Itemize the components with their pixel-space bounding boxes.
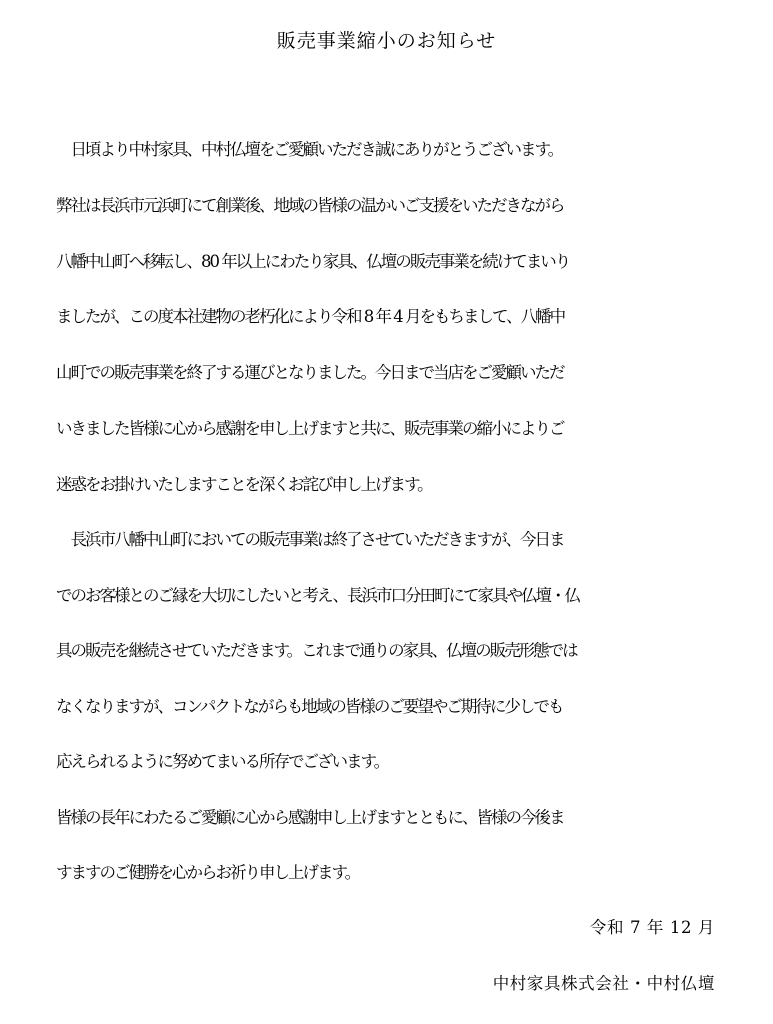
body-line: 応えられるように努めてまいる所存でございます。	[56, 752, 389, 771]
body-line: 迷惑をお掛けいたしますことを深くお詫び申し上げます。	[56, 475, 432, 494]
body-line: 山町での販売事業を終了する運びとなりました。今日まで当店をご愛顧いただ	[56, 363, 564, 382]
body-line: いきました皆様に心から感謝を申し上げますと共に、販売事業の縮小によりご	[56, 419, 564, 438]
body-line: 弊社は長浜市元浜町にて創業後、地域の皆様の温かいご支援をいただきながら	[56, 196, 564, 215]
body-line: 具の販売を継続させていただきます。これまで通りの家具、仏壇の販売形態では	[56, 641, 577, 660]
body-line: 長浜市八幡中山町においての販売事業は終了させていただきますが、今日ま	[56, 530, 564, 549]
page-title: 販売事業縮小のお知らせ	[276, 30, 497, 52]
body-line: なくなりますが、コンパクトながらも地域の皆様のご要望やご期待に少しでも	[56, 697, 563, 716]
body-line: 日頃より中村家具、中村仏壇をご愛顧いただき誠にありがとうございます。	[56, 140, 563, 159]
body-line: ましたが、この度本社建物の老朽化により令和 8 年 4 月をもちまして、八幡中	[56, 307, 565, 326]
body-line: すますのご健勝を心からお祈り申し上げます。	[56, 863, 360, 882]
body-line: 八幡中山町へ移転し、80 年以上にわたり家具、仏壇の販売事業を続けてまいり	[56, 252, 570, 271]
body-line: 皆様の長年にわたるご愛顧に心から感謝申し上げますとともに、皆様の今後ま	[56, 808, 564, 827]
notice-date: 令和 7 年 12 月	[589, 918, 715, 937]
body-line: でのお客様とのご縁を大切にしたいと考え、長浜市口分田町にて家具や仏壇・仏	[56, 586, 579, 605]
company-signature: 中村家具株式会社・中村仏壇	[492, 974, 715, 993]
